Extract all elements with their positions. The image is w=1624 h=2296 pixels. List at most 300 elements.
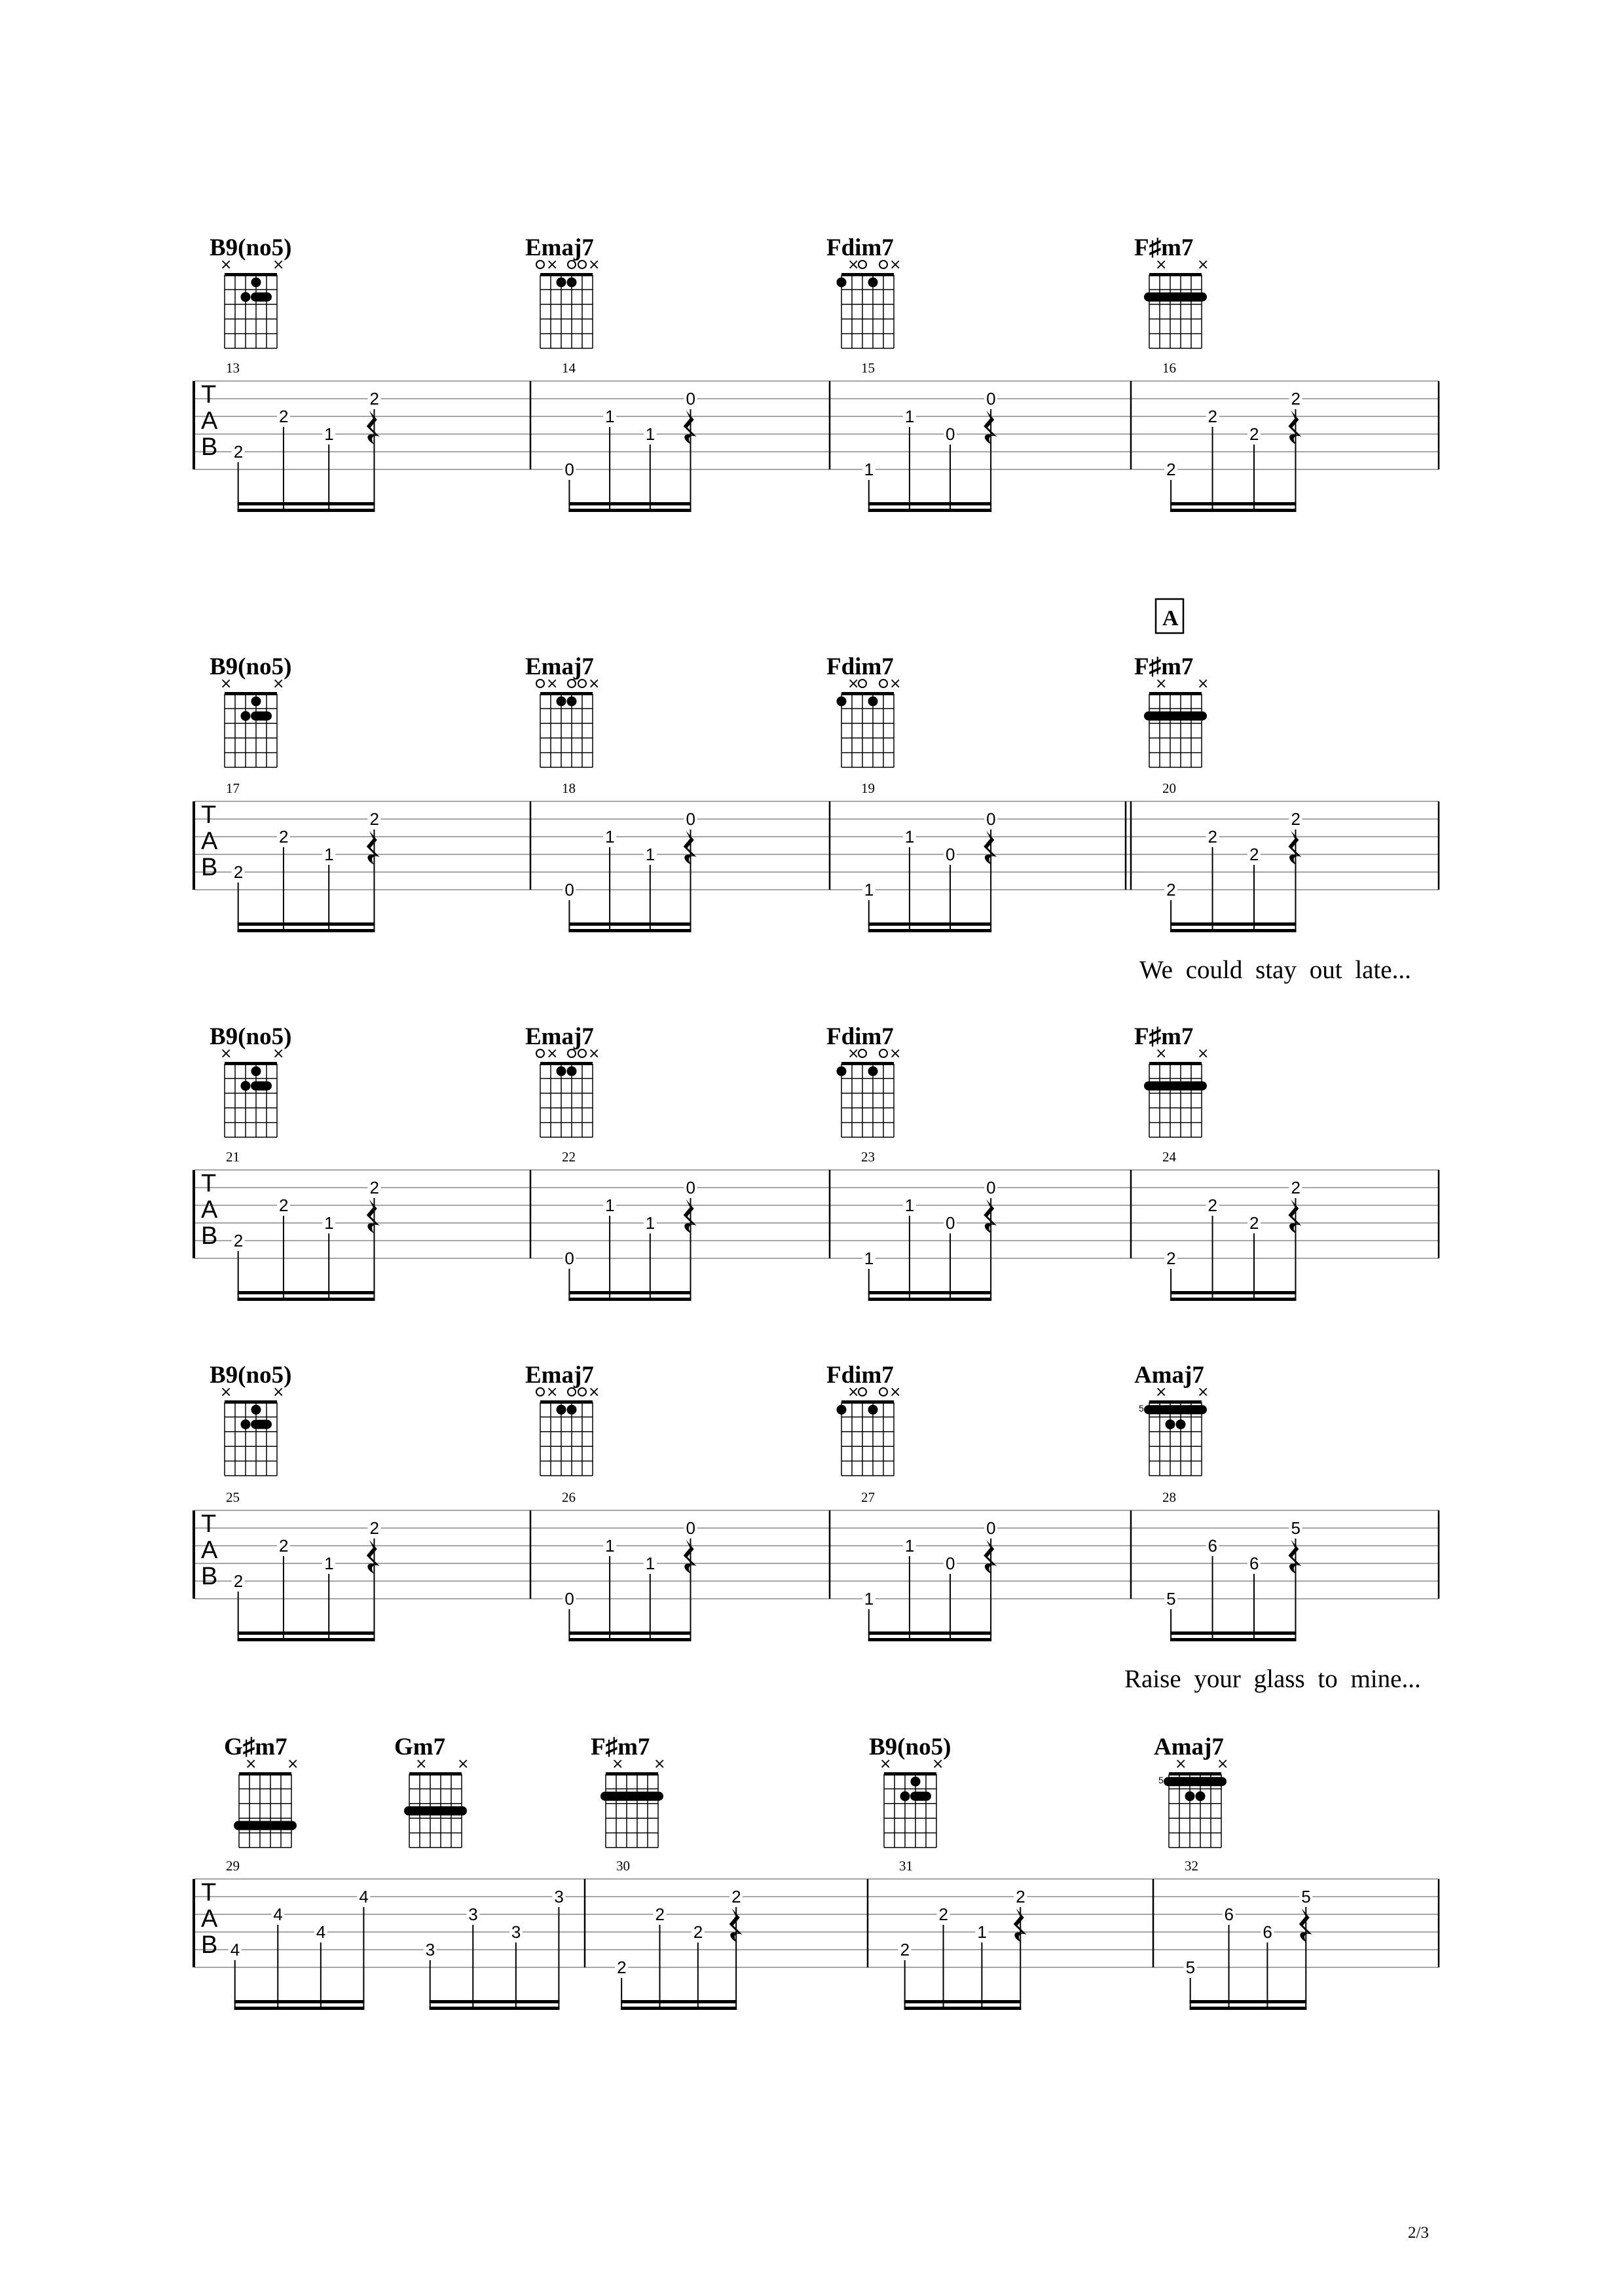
chord-diagram [525, 653, 600, 767]
finger-dot [251, 1066, 261, 1076]
measure-number: 19 [861, 780, 875, 796]
beam [1190, 2007, 1307, 2010]
quarter-rest [367, 410, 380, 445]
chord-name: Gm7 [394, 1734, 446, 1760]
barre [251, 1082, 272, 1091]
fret-number: 4 [273, 1904, 283, 1924]
beam [868, 1298, 991, 1301]
fret-number: 0 [946, 1213, 955, 1233]
fret-number: 2 [1166, 1248, 1176, 1268]
tab-clef-letter: A [201, 828, 218, 855]
fret-number: 2 [1166, 880, 1176, 900]
finger-dot [1185, 1791, 1195, 1801]
fret-number: 0 [686, 809, 695, 829]
fret-number: 1 [904, 1536, 915, 1556]
nut [1149, 1400, 1202, 1404]
fret-number: 2 [369, 389, 379, 409]
fret-number: 2 [278, 1195, 289, 1215]
finger-dot [251, 278, 261, 287]
fret-number: 2 [693, 1922, 703, 1942]
beam [1170, 929, 1296, 932]
chord-diagram [826, 234, 901, 348]
muted-string-mark: × [1175, 1756, 1187, 1772]
barre [600, 1792, 663, 1801]
measure-number: 29 [226, 1858, 240, 1874]
nut [409, 1772, 462, 1776]
open-string-mark [568, 680, 576, 687]
beam [904, 2007, 1022, 2010]
open-string-mark [578, 680, 586, 687]
beam [238, 502, 375, 505]
beam [1170, 509, 1296, 512]
start-fret-label: 5 [1139, 1403, 1144, 1413]
open-string-mark [879, 1049, 887, 1057]
beam [238, 929, 375, 932]
fret-number: 0 [686, 1518, 695, 1538]
barre [1144, 1082, 1207, 1091]
open-string-mark [568, 261, 576, 268]
finger-dot [251, 1405, 261, 1415]
beam [904, 2000, 1022, 2003]
fret-number: 1 [645, 1554, 655, 1573]
muted-string-mark: × [546, 1384, 559, 1400]
fret-number: 2 [233, 1571, 244, 1591]
finger-dot [557, 697, 566, 706]
muted-string-mark: × [847, 1384, 860, 1400]
muted-string-mark: × [287, 1756, 299, 1772]
chord-name: Fdim7 [826, 653, 894, 680]
chord-name: Fdim7 [826, 1362, 894, 1389]
finger-dot [241, 1419, 251, 1429]
muted-string-mark: × [612, 1756, 624, 1772]
finger-dot [837, 697, 847, 706]
barre [910, 1792, 931, 1801]
nut [884, 1772, 936, 1776]
tab-clef-letter: B [201, 433, 218, 461]
muted-string-mark: × [220, 1046, 232, 1062]
muted-string-mark: × [889, 1046, 902, 1062]
measure-number: 16 [1162, 360, 1176, 376]
chord-diagram [394, 1734, 469, 1848]
tab-system [194, 1149, 1439, 1301]
open-string-mark [578, 1049, 586, 1057]
fret-number: 2 [1249, 1213, 1259, 1233]
muted-string-mark: × [1155, 1046, 1168, 1062]
measure-number: 21 [226, 1149, 240, 1165]
fret-number: 6 [1263, 1922, 1272, 1942]
finger-dot [567, 697, 577, 706]
fret-number: 1 [324, 1213, 334, 1233]
beam [568, 922, 691, 926]
fret-number: 3 [554, 1887, 564, 1906]
muted-string-mark: × [588, 1384, 600, 1400]
chord-diagram [1154, 1734, 1228, 1848]
fret-number: 2 [278, 1536, 289, 1556]
open-string-mark [879, 1388, 887, 1396]
tab-clef-letter: B [201, 1563, 218, 1590]
finger-dot [251, 697, 261, 706]
open-string-mark [858, 1049, 866, 1057]
fret-number: 1 [645, 424, 655, 444]
beam [868, 509, 991, 512]
measure-number: 31 [899, 1858, 913, 1874]
muted-string-mark: × [889, 1384, 902, 1400]
beam [568, 1298, 691, 1301]
open-string-mark [879, 261, 887, 268]
page-number: 2/3 [1408, 2224, 1429, 2242]
fret-number: 1 [324, 424, 334, 444]
section-marker-label: A [1162, 606, 1179, 630]
fret-number: 1 [864, 880, 874, 900]
beam [568, 1631, 691, 1635]
muted-string-mark: × [220, 257, 232, 273]
tab-clef-letter: T [201, 1879, 217, 1906]
measure-number: 15 [861, 360, 875, 376]
nut [225, 692, 277, 695]
lyric-line: Raise your glass to mine... [1124, 1665, 1421, 1693]
fret-number: 2 [1166, 460, 1176, 479]
chord-name: F♯m7 [1134, 234, 1194, 261]
chord-diagram [1134, 234, 1209, 348]
beam [568, 502, 691, 505]
beam [430, 2000, 560, 2003]
measure-number: 24 [1162, 1149, 1176, 1165]
measure-number: 23 [861, 1149, 875, 1165]
open-string-mark [858, 261, 866, 268]
beam [1190, 2000, 1307, 2003]
chord-diagram [525, 234, 600, 348]
fret-number: 1 [864, 1248, 874, 1268]
finger-dot [567, 1405, 577, 1415]
measure-number: 32 [1185, 1858, 1198, 1874]
finger-dot [837, 1405, 847, 1415]
fret-number: 5 [1291, 1518, 1301, 1538]
finger-dot [900, 1791, 910, 1801]
open-string-mark [578, 1388, 586, 1396]
chord-name: G♯m7 [224, 1734, 287, 1760]
barre [234, 1821, 297, 1830]
chord-name: B9(no5) [210, 653, 292, 680]
finger-dot [1166, 1419, 1175, 1429]
fret-number: 4 [359, 1887, 369, 1906]
beam [238, 1298, 375, 1301]
open-string-mark [536, 1049, 544, 1057]
muted-string-mark: × [588, 257, 600, 273]
barre [1144, 293, 1207, 302]
barre [251, 712, 272, 721]
fret-number: 1 [605, 407, 615, 426]
beam [1170, 1291, 1296, 1294]
chord-name: F♯m7 [1134, 1023, 1194, 1050]
muted-string-mark: × [1155, 1384, 1168, 1400]
fret-number: 2 [938, 1904, 949, 1924]
beam [568, 509, 691, 512]
muted-string-mark: × [654, 1756, 666, 1772]
open-string-mark [858, 680, 866, 687]
quarter-rest [367, 1199, 380, 1233]
beam [568, 1291, 691, 1294]
fret-number: 0 [564, 1248, 574, 1268]
fret-number: 1 [864, 460, 874, 479]
chord-diagram [826, 1362, 901, 1476]
chord-diagram [591, 1734, 665, 1848]
nut [540, 273, 593, 276]
muted-string-mark: × [847, 1046, 860, 1062]
fret-number: 1 [605, 1195, 615, 1215]
nut [225, 1062, 277, 1065]
fret-number: 2 [731, 1887, 741, 1906]
muted-string-mark: × [245, 1756, 257, 1772]
muted-string-mark: × [272, 257, 285, 273]
quarter-rest [1288, 410, 1301, 445]
measure-number: 26 [562, 1489, 576, 1505]
start-fret-label: 5 [1158, 1775, 1164, 1785]
nut [841, 1400, 894, 1404]
fret-number: 0 [564, 460, 574, 479]
finger-dot [557, 278, 566, 287]
barre [1144, 712, 1207, 721]
beam [868, 922, 991, 926]
chord-diagram [826, 653, 901, 767]
fret-number: 4 [230, 1940, 240, 1959]
open-string-mark [536, 680, 544, 687]
measure-number: 20 [1162, 780, 1176, 796]
open-string-mark [879, 680, 887, 687]
muted-string-mark: × [1197, 1384, 1209, 1400]
tab-clef-letter: B [201, 1222, 218, 1250]
muted-string-mark: × [1155, 257, 1168, 273]
finger-dot [567, 1066, 577, 1076]
muted-string-mark: × [546, 1046, 559, 1062]
fret-number: 2 [900, 1940, 910, 1959]
tab-clef-letter: A [201, 407, 218, 435]
beam [1170, 1298, 1296, 1301]
barre [251, 1420, 272, 1429]
barre [404, 1806, 467, 1815]
fret-number: 2 [1291, 809, 1301, 829]
fret-number: 5 [1301, 1887, 1311, 1906]
open-string-mark [578, 261, 586, 268]
muted-string-mark: × [889, 257, 902, 273]
fret-number: 2 [1249, 845, 1259, 864]
finger-dot [567, 278, 577, 287]
finger-dot [911, 1777, 921, 1787]
fret-number: 6 [1249, 1554, 1259, 1573]
nut [841, 1062, 894, 1065]
tab-system [194, 1489, 1439, 1693]
fret-number: 2 [233, 442, 244, 462]
chord-diagram [525, 1362, 600, 1476]
tab-system [194, 1858, 1439, 2010]
fret-number: 2 [617, 1958, 627, 1977]
tab-clef-letter: B [201, 1931, 218, 1959]
beam [238, 1291, 375, 1294]
tab-clef-letter: B [201, 854, 218, 881]
quarter-rest [1288, 1199, 1301, 1233]
tab-clef-letter: A [201, 1196, 218, 1224]
muted-string-mark: × [932, 1756, 944, 1772]
measure-number: 22 [562, 1149, 576, 1165]
fret-number: 2 [1208, 827, 1218, 847]
nut [225, 1400, 277, 1404]
muted-string-mark: × [1197, 1046, 1209, 1062]
fret-number: 0 [946, 424, 955, 444]
fret-number: 0 [986, 1518, 996, 1538]
chord-name: Amaj7 [1154, 1734, 1224, 1760]
beam [568, 929, 691, 932]
fret-number: 1 [605, 1536, 615, 1556]
muted-string-mark: × [415, 1756, 428, 1772]
nut [606, 1772, 658, 1776]
measure-number: 27 [861, 1489, 875, 1505]
muted-string-mark: × [588, 1046, 600, 1062]
fret-number: 6 [1224, 1904, 1234, 1924]
chord-name: Emaj7 [525, 1362, 594, 1389]
tab-clef-letter: T [201, 1510, 217, 1538]
open-string-mark [568, 1388, 576, 1396]
muted-string-mark: × [889, 676, 902, 692]
nut [1149, 273, 1202, 276]
muted-string-mark: × [1217, 1756, 1229, 1772]
muted-string-mark: × [546, 257, 559, 273]
fret-number: 1 [605, 827, 615, 847]
beam [868, 1631, 991, 1635]
quarter-rest [367, 831, 380, 865]
fret-number: 1 [904, 1195, 915, 1215]
fret-number: 2 [1291, 389, 1301, 409]
open-string-mark [858, 1388, 866, 1396]
chord-name: Fdim7 [826, 234, 894, 261]
fret-number: 2 [1208, 1195, 1218, 1215]
beam [234, 2007, 365, 2010]
fret-number: 2 [278, 827, 289, 847]
tab-system [194, 360, 1439, 512]
chord-diagram [826, 1023, 901, 1137]
beam [1170, 1638, 1296, 1641]
muted-string-mark: × [1197, 676, 1209, 692]
fret-number: 3 [468, 1904, 478, 1924]
nut [841, 692, 894, 695]
finger-dot [837, 1066, 847, 1076]
fret-number: 0 [564, 1589, 574, 1609]
muted-string-mark: × [457, 1756, 470, 1772]
chord-name: Emaj7 [525, 1023, 594, 1050]
muted-string-mark: × [588, 676, 600, 692]
muted-string-mark: × [546, 676, 559, 692]
nut [225, 273, 277, 276]
nut [239, 1772, 291, 1776]
chord-name: B9(no5) [210, 1023, 292, 1050]
chord-diagram [1134, 1023, 1209, 1137]
chord-diagram [1134, 653, 1209, 767]
finger-dot [241, 711, 251, 721]
finger-dot [868, 697, 878, 706]
nut [540, 692, 593, 695]
barre [251, 293, 272, 302]
chord-name: B9(no5) [210, 234, 292, 261]
fret-number: 0 [686, 1178, 695, 1197]
fret-number: 2 [278, 407, 289, 426]
chord-diagram [525, 1023, 600, 1137]
fret-number: 2 [1249, 424, 1259, 444]
beam [621, 2007, 737, 2010]
finger-dot [557, 1066, 566, 1076]
beam [868, 929, 991, 932]
chord-name: Emaj7 [525, 653, 594, 680]
open-string-mark [536, 1388, 544, 1396]
fret-number: 2 [233, 1231, 244, 1250]
fret-number: 0 [986, 389, 996, 409]
fret-number: 5 [1185, 1958, 1196, 1977]
beam [568, 1638, 691, 1641]
finger-dot [557, 1405, 566, 1415]
chord-name: F♯m7 [1134, 653, 1194, 680]
fret-number: 2 [233, 862, 244, 882]
tab-system [194, 599, 1439, 984]
beam [238, 509, 375, 512]
beam [868, 502, 991, 505]
fret-number: 1 [645, 845, 655, 864]
muted-string-mark: × [1197, 257, 1209, 273]
beam [238, 1631, 375, 1635]
fret-number: 1 [645, 1213, 655, 1233]
lyric-line: We could stay out late... [1139, 956, 1411, 984]
finger-dot [241, 292, 251, 302]
fret-number: 0 [686, 389, 695, 409]
chord-name: Fdim7 [826, 1023, 894, 1050]
quarter-rest [1288, 1540, 1301, 1574]
chord-name: Amaj7 [1134, 1362, 1204, 1389]
measure-number: 13 [226, 360, 240, 376]
chord-name: F♯m7 [591, 1734, 650, 1760]
fret-number: 2 [1291, 1178, 1301, 1197]
fret-number: 1 [324, 1554, 334, 1573]
chord-diagram [210, 1023, 291, 1137]
fret-number: 6 [1208, 1536, 1218, 1556]
nut [1149, 1062, 1202, 1065]
tab-clef-letter: A [201, 1905, 218, 1933]
beam [238, 922, 375, 926]
finger-dot [868, 278, 878, 287]
fret-number: 1 [324, 845, 334, 864]
finger-dot [1196, 1791, 1206, 1801]
fret-number: 0 [946, 845, 955, 864]
chord-diagram [869, 1734, 951, 1848]
fret-number: 1 [904, 827, 915, 847]
muted-string-mark: × [879, 1756, 892, 1772]
quarter-rest [1288, 831, 1301, 865]
chord-diagram [210, 653, 291, 767]
finger-dot [837, 278, 847, 287]
muted-string-mark: × [220, 676, 232, 692]
fret-number: 2 [369, 1178, 379, 1197]
finger-dot [868, 1405, 878, 1415]
tab-clef-letter: T [201, 381, 217, 409]
finger-dot [868, 1066, 878, 1076]
fret-number: 2 [1208, 407, 1218, 426]
fret-number: 2 [369, 1518, 379, 1538]
fret-number: 2 [1016, 1887, 1025, 1906]
beam [868, 1638, 991, 1641]
fret-number: 0 [946, 1554, 955, 1573]
fret-number: 3 [511, 1922, 521, 1942]
fret-number: 0 [986, 1178, 996, 1197]
fret-number: 4 [316, 1922, 326, 1942]
muted-string-mark: × [1155, 676, 1168, 692]
fret-number: 3 [425, 1940, 435, 1959]
beam [621, 2000, 737, 2003]
beam [1170, 1631, 1296, 1635]
